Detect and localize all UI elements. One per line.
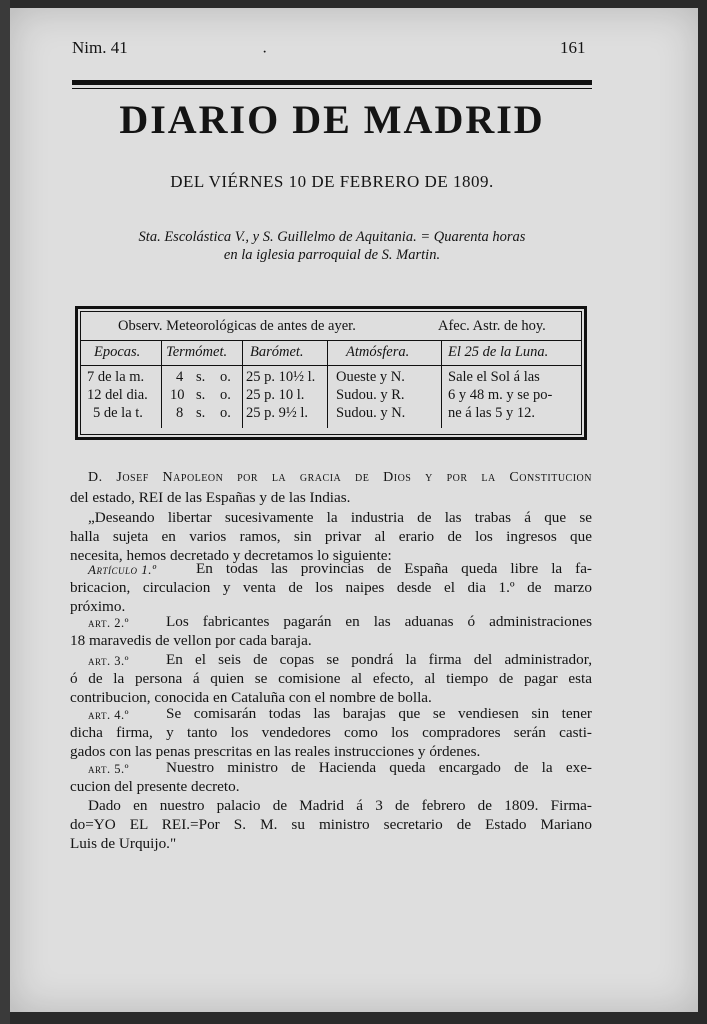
row-atm: Sudou. y N. [336,405,406,421]
article-1-line: bricacion, circulacion y venta de los naipes desde el dia 1.º de marzo [70,579,592,596]
col-atmosfera: Atmósfera. [346,344,410,360]
row-luna: 6 y 48 m. y se po- [448,387,553,403]
row-temp: 4 [176,369,184,385]
col-luna: El 25 de la Luna. [448,344,549,360]
saints-line-1: Sta. Escolástica V., y S. Guillelmo de Aquitania. = Quarenta horas [138,229,526,245]
article-3-line: contribucion, conocida en Cataluña con el nombre de bolla. [70,689,432,706]
article-1-label: Artículo 1.º [88,562,157,577]
row-atm: Oueste y N. [336,369,405,385]
ink-dot: · [262,44,268,61]
article-4-label: art. 4.º [88,708,129,722]
paragraph-line: necesita, hemos decretado y decretamos lo siguiente: [70,547,392,564]
row-atm: Sudou. y R. [336,387,405,403]
closing-line: Dado en nuestro palacio de Madrid á 3 de febrero de 1809. Firma- [88,797,592,814]
article-3-label: art. 3.º [88,654,129,668]
row-epoca: 12 del dia. [87,387,148,403]
row-temp-s: s. [196,369,206,385]
table-rule-top [81,340,581,341]
paragraph-line: halla sujeta en varios ramos, sin privar al erario de los ingresos que [70,528,592,545]
col-divider [441,340,442,428]
article-4-line: dicha firma, y tanto los vendedores como los compradores serán casti- [70,724,592,741]
row-temp-o: o. [220,369,231,385]
header-rule-thick [72,80,592,85]
col-divider [242,340,243,428]
article-4-line: gados con las penas prescritas en las reales instrucciones y órdenes. [70,743,481,760]
row-epoca: 5 de la t. [93,405,143,421]
col-baromet: Barómet. [250,344,304,360]
saints-line-2: en la iglesia parroquial de S. Martin. [223,247,441,263]
article-5-label: art. 5.º [88,762,129,776]
page-shadow [0,0,10,1024]
page-number: 161 [560,38,586,57]
article-2-label: art. 2.º [88,616,129,630]
row-temp-o: o. [220,405,231,421]
article-1-line: próximo. [70,598,126,615]
col-termomet: Termómet. [166,344,228,360]
decree-heading-2: del estado, REI de las Españas y de las Indias. [70,489,351,506]
row-baro: 25 p. 10 l. [246,387,305,403]
header-rule-thin [72,88,592,89]
article-2-line: 18 maravedis de vellon por cada baraja. [70,632,312,649]
article-2-line: Los fabricantes pagarán en las aduanas ó administraciones [166,613,592,630]
col-divider [327,340,328,428]
row-temp-s: s. [196,387,206,403]
col-epocas: Epocas. [94,344,141,360]
article-3-line: ó de la persona á quien se comisione al efecto, al tiempo de pagar esta [70,670,592,687]
closing-line: Luis de Urquijo." [70,835,177,852]
newspaper-title: DIARIO DE MADRID [119,97,545,142]
row-temp: 10 [170,387,185,403]
row-luna: ne á las 5 y 12. [448,405,535,421]
issue-number: Nim. 41 [72,38,128,57]
closing-line: do=YO EL REI.=Por S. M. su ministro secretario de Estado Mariano [70,816,592,833]
article-1-line: En todas las provincias de España queda libre la fa- [196,560,592,577]
paragraph-line: „Deseando libertar sucesivamente la industria de las trabas á que se [88,509,592,526]
row-epoca: 7 de la m. [87,369,145,385]
article-4-line: Se comisarán todas las barajas que se vendiesen sin tener [166,705,592,722]
row-temp: 8 [176,405,184,421]
row-temp-s: s. [196,405,206,421]
article-5-line: cucion del presente decreto. [70,778,240,795]
row-luna: Sale el Sol á las [448,369,540,385]
decree-heading: D. Josef Napoleon por la gracia de Dios y por la Constitucion [88,470,592,485]
table-rule-header [81,365,581,366]
dateline: DEL VIÉRNES 10 DE FEBRERO DE 1809. [170,172,494,191]
article-5-line: Nuestro ministro de Hacienda queda encargado de la exe- [166,759,592,776]
article-3-line: En el seis de copas se pondrá la firma del administrador, [166,651,592,668]
weather-title: Observ. Meteorológicas de antes de ayer. [118,318,356,334]
row-temp-o: o. [220,387,231,403]
row-baro: 25 p. 9½ l. [246,405,309,421]
col-divider [161,340,162,428]
row-baro: 25 p. 10½ l. [246,369,316,385]
astro-title: Afec. Astr. de hoy. [438,318,546,334]
